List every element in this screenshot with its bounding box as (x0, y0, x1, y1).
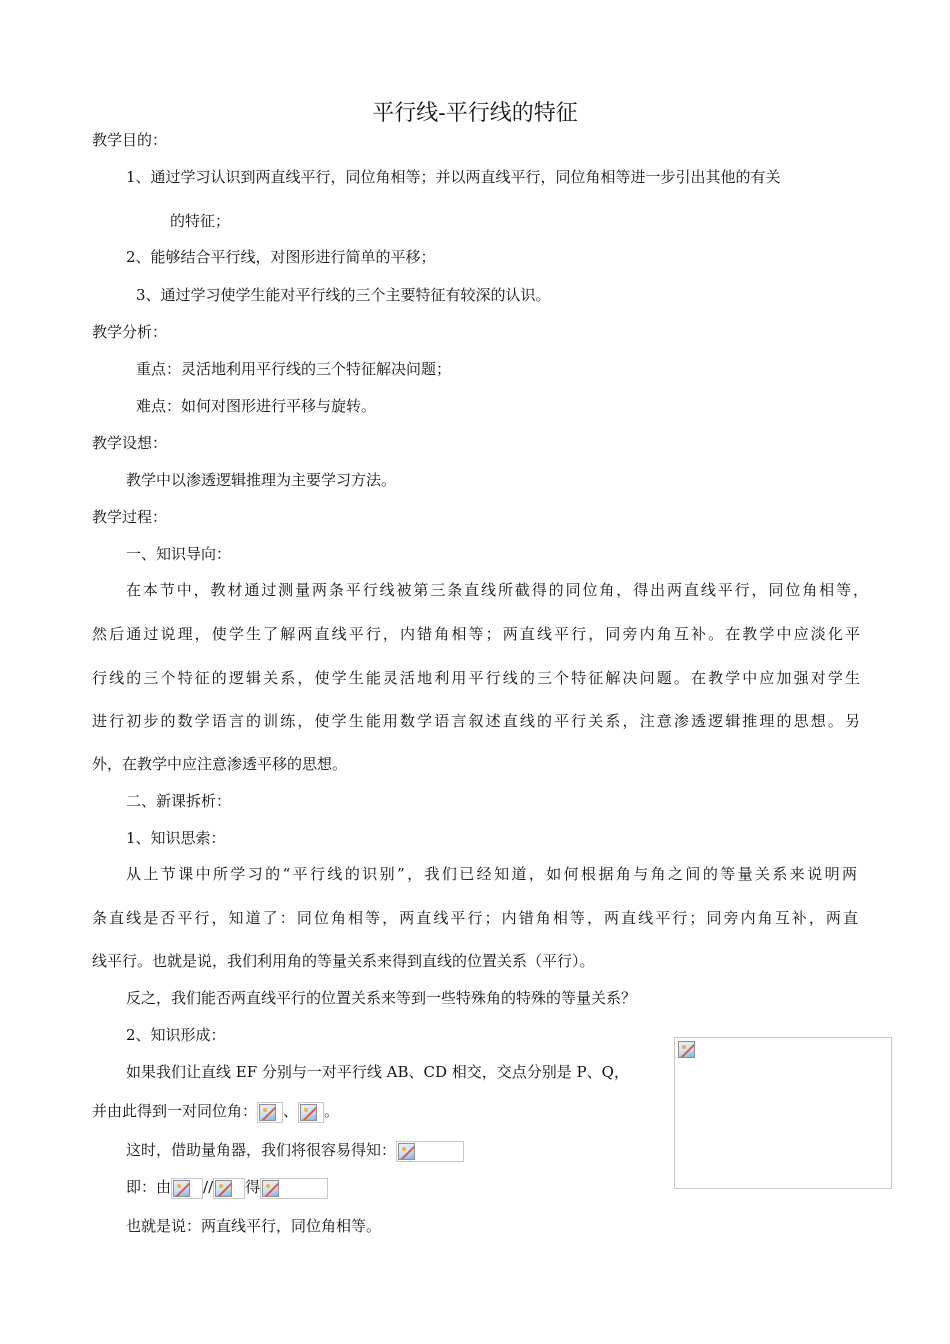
goal-item-1: 1、通过学习认识到两直线平行，同位角相等；并以两直线平行，同位角相等进一步引出其他的有关 (126, 168, 781, 186)
part1-line-1: 在本节中，教材通过测量两条平行线被第三条直线所截得的同位角，得出两直线平行，同位角相等， (126, 581, 868, 599)
broken-image-icon (171, 1178, 203, 1199)
part1-line-2: 然后通过说理，使学生了解两直线平行，内错角相等；两直线平行，同旁内角互补。在教学中应淡化平 (92, 625, 860, 643)
sub1-line-3: 线平行。也就是说，我们利用角的等量关系来得到直线的位置关系（平行）。 (92, 952, 595, 970)
sub2-line-5: 也就是说：两直线平行，同位角相等。 (126, 1217, 382, 1235)
part2-heading: 二、新课拆析： (126, 792, 232, 810)
sub1-line-1: 从上节课中所学习的“平行线的识别”，我们已经知道，如何根据角与角之间的等量关系来说明两 (126, 865, 857, 883)
sub1-line-2: 条直线是否平行，知道了：同位角相等，两直线平行；内错角相等，两直线平行；同旁内角互补，两直 (92, 909, 858, 927)
idea-text: 教学中以渗透逻辑推理为主要学习方法。 (126, 471, 397, 489)
separator-text: 、 (283, 1102, 299, 1120)
process-heading: 教学过程： (92, 508, 168, 526)
broken-image-icon (260, 1178, 328, 1199)
sub2-line-2 (92, 1101, 339, 1123)
derive-text: 得 (245, 1178, 261, 1196)
sub2-line-4 (126, 1177, 328, 1199)
sub2-line-3 (126, 1140, 464, 1162)
sub2-heading: 2、知识形成： (126, 1026, 226, 1044)
sub2-line-1: 如果我们让直线 EF 分别与一对平行线 AB、CD 相交，交点分别是 P、Q， (126, 1063, 629, 1081)
part1-line-4: 进行初步的数学语言的训练，使学生能用数学语言叙述直线的平行关系，注意渗透逻辑推理的思想。另 (92, 712, 860, 730)
broken-image-icon (213, 1178, 245, 1199)
goal-item-2: 2、能够结合平行线，对图形进行简单的平移； (126, 248, 436, 266)
analysis-heading: 教学分析： (92, 323, 168, 341)
sub2-line-4-text: 即：由 (126, 1178, 172, 1196)
goal-item-1-cont: 的特征； (170, 212, 231, 230)
broken-image-icon (298, 1102, 324, 1123)
parallel-symbol: // (203, 1178, 214, 1196)
document-title: 平行线-平行线的特征 (372, 101, 578, 126)
sub1-heading: 1、知识思索： (126, 829, 226, 847)
part1-line-5: 外，在教学中应注意渗透平移的思想。 (92, 755, 348, 773)
broken-image-icon (678, 1041, 695, 1058)
sub2-line-3-text: 这时，借助量角器，我们将很容易得知： (126, 1141, 397, 1159)
difficulty-point: 难点：如何对图形进行平移与旋转。 (136, 397, 377, 415)
broken-image-icon (257, 1102, 283, 1123)
sub2-line-2-text: 并由此得到一对同位角： (92, 1102, 258, 1120)
broken-image-icon (396, 1141, 464, 1162)
key-point: 重点：灵活地利用平行线的三个特征解决问题； (136, 360, 452, 378)
period-text: 。 (324, 1102, 340, 1120)
idea-heading: 教学设想： (92, 434, 168, 452)
sub1-line-4: 反之，我们能否两直线平行的位置关系来等到一些特殊角的特殊的等量关系？ (126, 989, 637, 1007)
part1-line-3: 行线的三个特征的逻辑关系，使学生能灵活地利用平行线的三个特征解决问题。在教学中应加强对学生 (92, 669, 860, 687)
goal-item-3: 3、通过学习使学生能对平行线的三个主要特征有较深的认识。 (136, 286, 551, 304)
goal-heading: 教学目的： (92, 131, 168, 149)
figure-placeholder (674, 1037, 892, 1189)
part1-heading: 一、知识导向： (126, 545, 232, 563)
